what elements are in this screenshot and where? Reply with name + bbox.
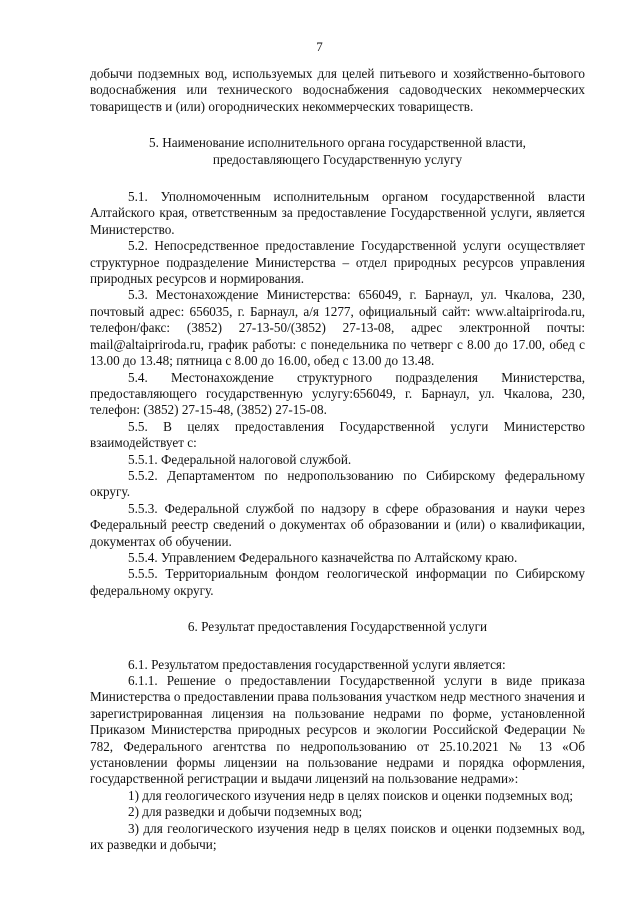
paragraph-6-1: 6.1. Результатом предоставления государственной услуги является: [128,656,506,672]
list-item-2: 2) для разведки и добычи подземных вод; [128,804,363,820]
paragraph-5-5: 5.5. В целях предоставления Государственной услуги Министерство взаимодействует с: [90,418,585,451]
paragraph-6-1-1: 6.1.1. Решение о предоставлении Государственной услуги в виде приказа Министерства о предоставлении права пользования участком недр местного значения и зарегистрированная лицензия на пользование недрами по форме, установленной Приказом Министерства природных ресурсов и экологии Российской Федерации № 782, Федерального агентства по недропользованию от 25.10.2021 № 13 «Об установлении формы лицензии на пользование недрами и порядка оформления, государственной регистрации и выдачи лицензий на пользование недрами»: [90,673,585,787]
list-item-1: 1) для геологического изучения недр в целях поисков и оценки подземных вод; [128,787,574,803]
section-6-heading: 6. Результат предоставления Государственной услуги [187,619,488,635]
paragraph-5-2: 5.2. Непосредственное предоставление Государственной услуги осуществляет структурное подразделение Министерства – отдел природных ресурсов управления природных ресурсов и нормирования. [90,238,585,287]
document-body [90,66,585,853]
list-item-3: 3) для геологического изучения недр в целях поисков и оценки подземных вод, их разведки и добычи; [90,820,585,853]
paragraph-5-5-1: 5.5.1. Федеральной налоговой службой. [128,451,352,467]
paragraph-5-5-4: 5.5.4. Управлением Федерального казначейства по Алтайскому краю. [128,549,518,565]
paragraph-continuation: добычи подземных вод, используемых для целей питьевого и хозяйственно-бытового водоснабжения или технического водоснабжения садоводческих некоммерческих товариществ и (или) огороднических некоммерческих товариществ. [90,66,585,114]
paragraph-5-3: 5.3. Местонахождение Министерства: 656049, г. Барнаул, ул. Чкалова, 230, почтовый адрес: 656035, г. Барнаул, а/я 1277, официальный сайт: www.altaipriroda.ru, телефон/факс: (3852) 27-13-50/(3852) 27-13-08, адрес электронной почты: mail@altaipriroda.ru, график работы: с понедельника по четверг с 8.00 до 17.00, обед с 13.00 до 13.48; пятница с 8.00 до 16.00, обед с 13.00 до 13.48. [90,287,585,369]
section-5-heading: 5. Наименование исполнительного органа государственной власти, предоставляющего Государственную услугу [149,135,526,167]
paragraph-5-4: 5.4. Местонахождение структурного подразделения Министерства, предоставляющего государственную услугу:656049, г. Барнаул, ул. Чкалова, 230, телефон: (3852) 27-15-48, (3852) 27-15-08. [90,369,585,418]
paragraph-5-5-3: 5.5.3. Федеральной службой по надзору в сфере образования и науки через Федеральный реестр сведений о документах об образовании и (или) о квалификации, документах об обучении. [90,500,585,549]
paragraph-5-5-5: 5.5.5. Территориальным фондом геологической информации по Сибирскому федеральному округу. [90,566,585,598]
paragraph-5-1: 5.1. Уполномоченным исполнительным органом государственной власти Алтайского края, ответственным за предоставление Государственной услуги, является Министерство. [90,189,585,237]
paragraph-5-5-2: 5.5.2. Департаментом по недропользованию по Сибирскому федеральному округу. [90,467,585,500]
page-number: 7 [316,39,323,54]
